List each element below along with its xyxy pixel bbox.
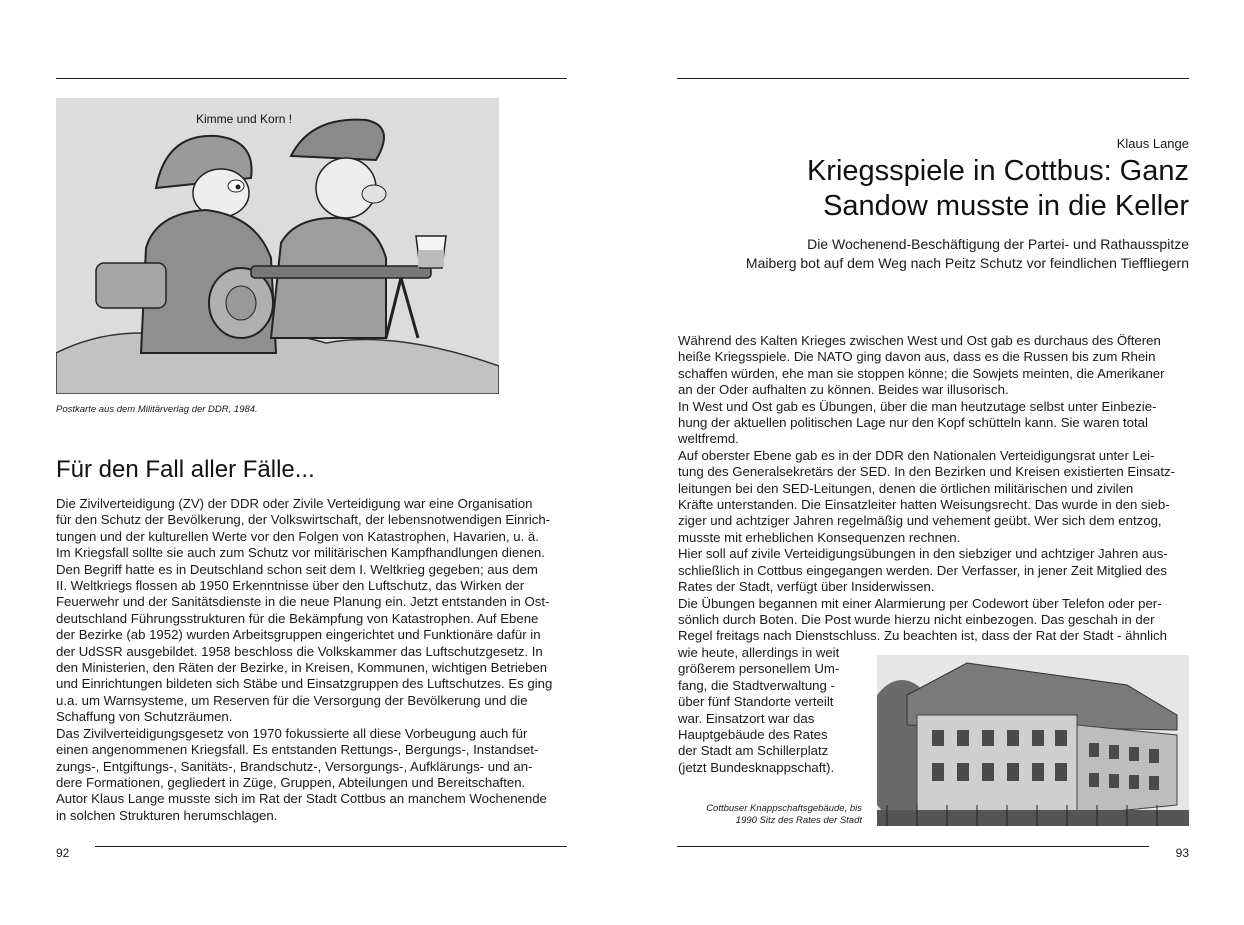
body-line: einen angenommenen Kriegsfall. Es entstanden Rettungs-, Bergungs-, Instandset- bbox=[56, 742, 539, 758]
body-line: den Ministerien, den Räten der Bezirke, in Kreisen, Kommunen, wichtigen Betrieben bbox=[56, 660, 548, 676]
body-line: In West und Ost gab es Übungen, über die man heutzutage selbst unter Einbezie- bbox=[678, 398, 1157, 414]
body-line: ziger und achtziger Jahren regelmäßig und vehement geübt. Wer sich dem entzog, bbox=[678, 513, 1162, 529]
article-subtitle bbox=[629, 235, 1189, 273]
body-line: u.a. um Warnsysteme, um Reserven für die Versorgung der Bevölkerung und die bbox=[56, 692, 528, 708]
wrap-line: war. Einsatzort war das bbox=[678, 710, 815, 726]
body-line: Auf oberster Ebene gab es in der DDR den Nationalen Verteidigungsrat unter Lei- bbox=[678, 447, 1155, 463]
title-line: Sandow musste in die Keller bbox=[823, 190, 1189, 222]
body-line: heiße Kriegsspiele. Die NATO ging davon aus, dass es die Russen bis zum Rhein bbox=[678, 349, 1156, 365]
body-line: schaffen würden, ehe man sie stoppen könne; die Sowjets meinten, die Amerikaner bbox=[678, 365, 1165, 381]
body-line: der UdSSR ausgebildet. 1958 beschloss die Volkskammer das Luftschutzgesetz. In bbox=[56, 643, 543, 659]
body-line: tung des Generalsekretärs der SED. In den Bezirken und Kreisen existierten Einsatz- bbox=[678, 464, 1175, 480]
body-line: Während des Kalten Krieges zwischen West und Ost gab es durchaus des Öfteren bbox=[678, 333, 1161, 348]
building-drawing bbox=[877, 655, 1189, 826]
author-name: Klaus Lange bbox=[1116, 136, 1189, 151]
right-body-text bbox=[678, 333, 1190, 645]
wrap-line: wie heute, allerdings in weit bbox=[678, 645, 840, 660]
top-rule-right bbox=[677, 78, 1189, 79]
body-line: für den Schutz der Bevölkerung, der Volkswirtschaft, der lebensnotwendigen Einrich- bbox=[56, 512, 551, 528]
title-line: Kriegsspiele in Cottbus: Ganz bbox=[806, 155, 1189, 187]
subtitle-line: Die Wochenend-Beschäftigung der Partei- und Rathausspitze bbox=[807, 236, 1189, 252]
body-line: tungen und der kulturellen Werte vor den Folgen von Katastrophen, Havarien, u. ä. bbox=[56, 528, 539, 544]
body-line: schließlich in Cottbus eingegangen werden. Der Verfasser, in jener Zeit Mitglied des bbox=[678, 562, 1167, 578]
body-line: Die Übungen begannen mit einer Alarmierung per Codewort über Telefon oder per- bbox=[678, 595, 1162, 611]
body-line: Feuerwehr und der Sanitätsdienste in die neue Planung ein. Jetzt entstanden in Ost- bbox=[56, 594, 550, 610]
body-line: weltfremd. bbox=[678, 431, 739, 447]
wrap-line: der Stadt am Schillerplatz bbox=[678, 743, 829, 759]
body-line: leitungen bei den SED-Leitungen, denen die örtlichen militärischen und zivilen bbox=[678, 480, 1134, 496]
body-line: Das Zivilverteidigungsgesetz von 1970 fokussierte all diese Vorbeugung auch für bbox=[56, 725, 528, 741]
body-line: sönlich durch Boten. Die Post wurde hierzu nicht einbezogen. Das geschah in der bbox=[678, 611, 1155, 627]
wrap-text-column bbox=[678, 645, 868, 776]
body-line: in solchen Strukturen herumschlagen. bbox=[56, 807, 278, 823]
wrap-line: Hauptgebäude des Rates bbox=[678, 727, 828, 743]
body-line: der Bezirke (ab 1952) wurden Arbeitsgruppen eingerichtet und Funktionäre dafür in bbox=[56, 627, 541, 643]
body-line: musste mit erheblichen Konsequenzen rechnen. bbox=[678, 529, 961, 545]
caption-line: Cottbuser Knappschaftsgebäude, bis bbox=[706, 803, 862, 814]
wrap-line: über fünf Standorte verteilt bbox=[678, 694, 834, 710]
wrap-line: größerem personellem Um- bbox=[678, 661, 840, 677]
photo-caption bbox=[662, 803, 862, 827]
page-number-right: 93 bbox=[1175, 846, 1189, 860]
body-line: Rates der Stadt, verfügt über Insiderwissen. bbox=[678, 579, 935, 595]
body-line: an der Oder aufhalten zu können. Beides war illusorisch. bbox=[678, 382, 1009, 398]
body-line: Im Kriegsfall sollte sie auch zum Schutz vor militärischen Kampfhandlungen dienen. bbox=[56, 545, 545, 561]
page-number-left: 92 bbox=[56, 846, 70, 860]
left-body-text bbox=[56, 496, 566, 824]
section-heading: Für den Fall aller Fälle... bbox=[56, 456, 315, 483]
body-line: und Einrichtungen bildeten sich Stäbe und Einsatzgruppen des Luftschutzes. Es ging bbox=[56, 676, 553, 692]
wrap-line: fang, die Stadtverwaltung - bbox=[678, 677, 835, 693]
body-line: Hier soll auf zivile Verteidigungsübungen in den siebziger und achtziger Jahren aus- bbox=[678, 546, 1168, 562]
caption-line: 1990 Sitz des Rates der Stadt bbox=[735, 815, 862, 826]
body-line: Die Zivilverteidigung (ZV) der DDR oder Zivile Verteidigung war eine Organisation bbox=[56, 496, 533, 511]
body-line: zungs-, Entgiftungs-, Sanitäts-, Brandschutz-, Versorgungs-, Aufklärungs- und an- bbox=[56, 758, 533, 774]
body-line: Regel freitags nach Dienstschluss. Zu beachten ist, dass der Rat der Stadt - ähnlich bbox=[678, 628, 1167, 644]
wrap-line: (jetzt Bundesknappschaft). bbox=[678, 759, 835, 775]
bottom-rule-right bbox=[677, 846, 1149, 847]
building-photo bbox=[877, 655, 1189, 826]
subtitle-line: Maiberg bot auf dem Weg nach Peitz Schutz vor feindlichen Tieffliegern bbox=[745, 255, 1189, 271]
body-line: Schaffung von Schutzräumen. bbox=[56, 709, 233, 725]
cartoon-drawing bbox=[56, 98, 499, 394]
body-line: hung der aktuellen politischen Lage nur den Kopf schütteln kann. Sie waren total bbox=[678, 415, 1148, 431]
cartoon-speech-text: Kimme und Korn ! bbox=[196, 112, 293, 126]
cartoon-illustration bbox=[56, 98, 499, 394]
bottom-rule-left bbox=[95, 846, 567, 847]
body-line: deutschland Führungsstrukturen für die Bekämpfung von Katastrophen. Auf Ebene bbox=[56, 610, 539, 626]
body-line: Den Begriff hatte es in Deutschland schon seit dem I. Weltkrieg gegeben; aus dem bbox=[56, 561, 538, 577]
top-rule-left bbox=[56, 78, 567, 79]
body-line: Kräfte unterstanden. Die Einsatzleiter hatten Weisungsrecht. Das wurde in den sieb- bbox=[678, 497, 1170, 513]
cartoon-caption: Postkarte aus dem Militärverlag der DDR, 1984. bbox=[56, 404, 258, 415]
body-line: Autor Klaus Lange musste sich im Rat der Stadt Cottbus an manchem Wochenende bbox=[56, 791, 547, 807]
article-title bbox=[629, 154, 1189, 224]
body-line: II. Weltkriegs flossen ab 1950 Erkenntnisse über den Luftschutz, das Wirken der bbox=[56, 578, 525, 594]
body-line: dere Formationen, gegliedert in Züge, Gruppen, Abteilungen und Bereitschaften. bbox=[56, 774, 526, 790]
